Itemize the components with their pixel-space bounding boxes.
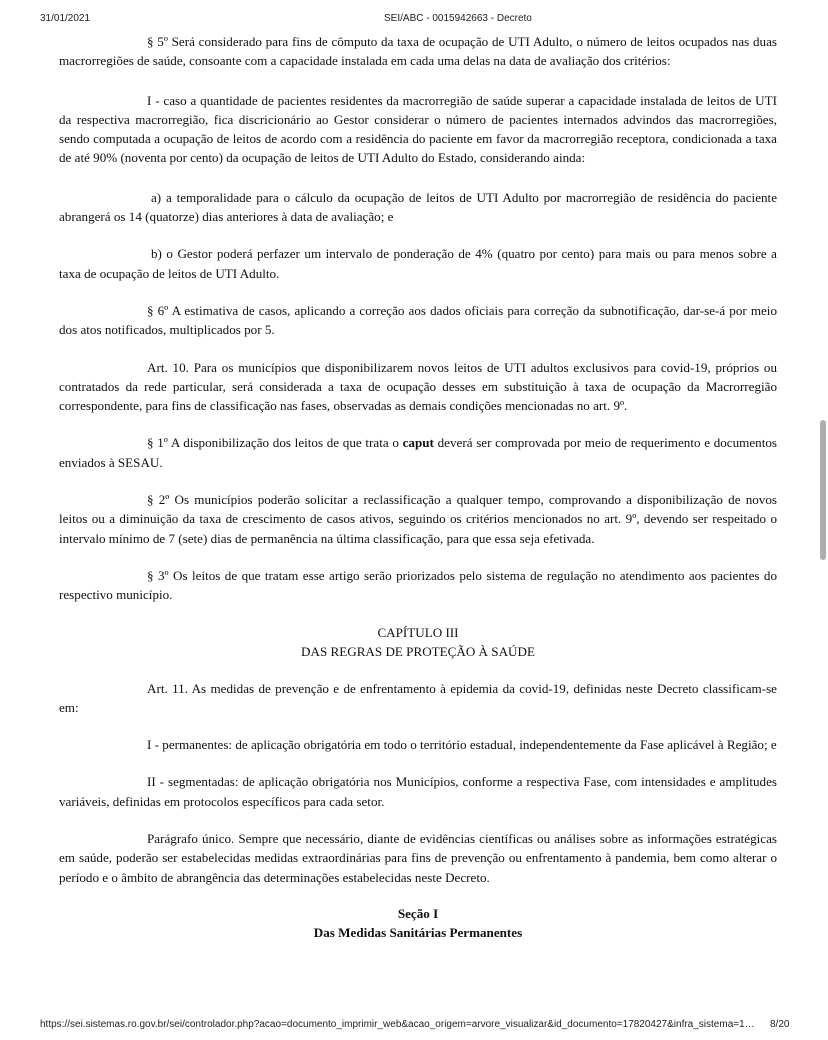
article-10-paragraph-1 <box>59 433 777 472</box>
s1-text-post: deverá ser comprovada por meio de requerimento e documentos enviados à SESAU. <box>59 435 777 470</box>
item-b-ponderacao: b) o Gestor poderá perfazer um intervalo de ponderação de 4% (quatro por cento) para mais ou para menos sobre a taxa de ocupação de leitos de UTI Adulto. <box>59 246 777 281</box>
print-footer-page-number: 8/20 <box>770 1019 790 1030</box>
scrollbar-thumb[interactable] <box>820 420 826 560</box>
document-body <box>59 32 777 942</box>
item-ii-segmentadas: II - segmentadas: de aplicação obrigatória nos Municípios, conforme a respectiva Fase, com intensidades e amplitudes variáveis, definidas em protocolos específicos para cada setor. <box>59 774 777 809</box>
article-10: Art. 10. Para os municípios que disponibilizarem novos leitos de UTI adultos exclusivos para covid-19, próprios ou contratados da rede particular, será considerada a taxa de ocupação desses em substituição à taxa de ocupação da Macrorregião correspondente, para fins de classificação nas fases, observadas as demais condições mencionadas no art. 9º. <box>59 359 777 414</box>
s1-text-pre: § 1º A disponibilização dos leitos de que trata o <box>147 435 403 451</box>
paragraph-5: § 5º Será considerado para fins de cômputo da taxa de ocupação de UTI Adulto, o número de leitos ocupados nas duas macrorregiões de saúde, consoante com a capacidade instalada em cada uma delas na data de avaliação dos critérios: <box>59 34 777 69</box>
article-11: Art. 11. As medidas de prevenção e de enfrentamento à epidemia da covid-19, definidas neste Decreto classificam-se em: <box>59 680 777 715</box>
item-i-permanentes: I - permanentes: de aplicação obrigatória em todo o território estadual, independentemente da Fase aplicável à Região; e <box>147 737 777 753</box>
s1-caput: caput <box>402 435 434 451</box>
article-10-paragraph-3: § 3º Os leitos de que tratam esse artigo serão priorizados pelo sistema de regulação no atendimento aos pacientes do respectivo município. <box>59 567 777 603</box>
section-heading: Seção I <box>397 905 439 921</box>
chapter-title: DAS REGRAS DE PROTEÇÃO À SAÚDE <box>301 643 535 659</box>
print-header-date: 31/01/2021 <box>40 13 91 24</box>
item-i-macrorregiao: I - caso a quantidade de pacientes residentes da macrorregião de saúde superar a capacidade instalada de leitos de UTI da respectiva macrorregião, fica discricionário ao Gestor considerar o número de pacientes internados advindos das macrorregiões, sendo computada a ocupação de leitos de acordo com a residência do paciente em favor da macrorregião receptora, condicionada a taxa de até 90% (noventa por cento) da ocupação de leitos de UTI Adulto do Estado, considerando ainda: <box>59 92 777 166</box>
print-footer-url: https://sei.sistemas.ro.gov.br/sei/controlador.php?acao=documento_imprimir_web&acao_origem=arvore_visualizar&id_documento=17820427&infra_sistema=1… <box>40 1019 755 1030</box>
section-title: Das Medidas Sanitárias Permanentes <box>313 924 523 940</box>
chapter-heading: CAPÍTULO III <box>377 624 459 640</box>
article-10-paragraph-2: § 2º Os municípios poderão solicitar a reclassificação a qualquer tempo, comprovando a disponibilização de novos leitos ou a diminuição da taxa de crescimento de casos ativos, seguindo os critérios mencionados no art. 9º, devendo ser respeitado o intervalo mínimo de 7 (sete) dias de permanência na última classificação, para que essa seja efetivada. <box>59 492 777 546</box>
paragrafo-unico: Parágrafo único. Sempre que necessário, diante de evidências científicas ou análises sobre as informações estratégicas em saúde, poderão ser estabelecidas medidas extraordinárias para fins de prevenção ou enfrentamento à pandemia, bem como alterar o período e o âmbito de abrangência das determinações estabelecidas neste Decreto. <box>59 831 777 885</box>
item-a-temporalidade: a) a temporalidade para o cálculo da ocupação de leitos de UTI Adulto por macrorregião de residência do paciente abrangerá os 14 (quatorze) dias anteriores à data de avaliação; e <box>59 189 777 225</box>
paragraph-6: § 6º A estimativa de casos, aplicando a correção aos dados oficiais para correção da subnotificação, dar-se-á por meio dos atos notificados, multiplicados por 5. <box>59 302 777 338</box>
print-header-title: SEI/ABC - 0015942663 - Decreto <box>384 13 532 24</box>
